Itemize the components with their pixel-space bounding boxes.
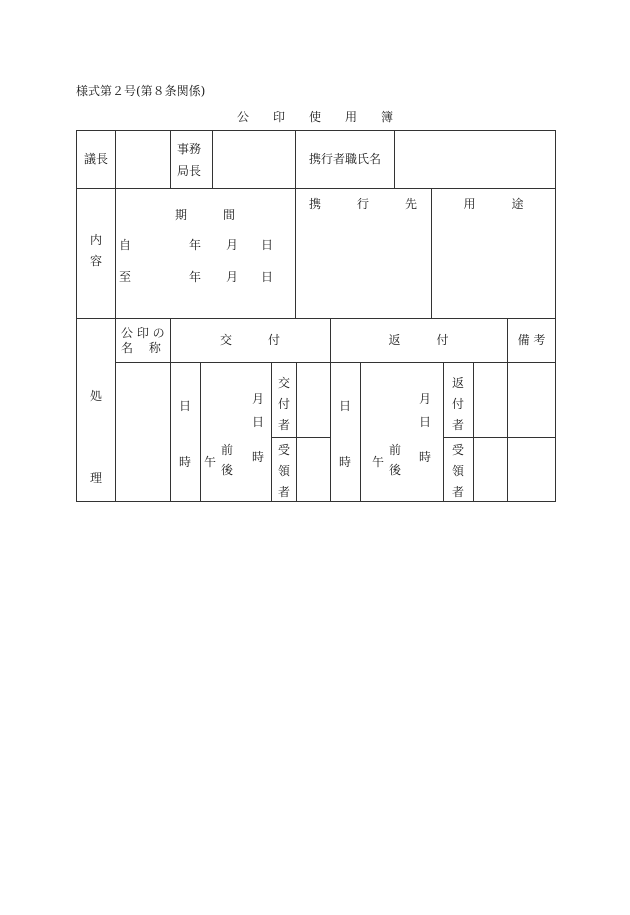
usage-table — [76, 130, 556, 502]
content-label: 内容 — [89, 233, 102, 268]
col-divider — [115, 318, 116, 501]
cell-divider — [271, 437, 331, 438]
return-day-label: 日 — [339, 399, 352, 413]
to-month-label: 月 — [226, 270, 239, 284]
purpose-label: 用 途 — [463, 197, 524, 211]
col-divider — [212, 130, 213, 189]
return-before-after-label: 前後 — [388, 443, 401, 477]
issuer-label: 交付者 — [277, 376, 290, 432]
return-am-label: 午 — [372, 455, 385, 469]
destination-label: 携 行 先 — [308, 197, 417, 211]
form-number: 様式第２号(第８条関係) — [76, 84, 206, 98]
director-label-line2: 局長 — [177, 164, 202, 178]
issue-month-label: 月 — [252, 392, 265, 406]
row-divider — [76, 318, 556, 319]
return-day-unit: 日 — [419, 415, 432, 429]
row-divider — [115, 362, 556, 363]
to-day-label: 日 — [261, 270, 274, 284]
col-divider — [360, 362, 361, 501]
from-day-label: 日 — [261, 238, 274, 252]
col-divider — [271, 362, 272, 501]
issue-hour-label: 時 — [179, 455, 192, 469]
processing-label: 処理 — [89, 389, 102, 485]
issue-receiver-label: 受領者 — [277, 443, 290, 499]
returner-label: 返付者 — [451, 376, 464, 432]
return-receiver-label: 受領者 — [451, 443, 464, 499]
return-hour-label: 時 — [339, 455, 352, 469]
from-year-label: 年 — [189, 238, 202, 252]
period-label: 期 間 — [174, 208, 235, 222]
col-divider — [473, 362, 474, 501]
col-divider — [443, 362, 444, 501]
issue-before-after-label: 前後 — [220, 443, 233, 477]
from-month-label: 月 — [226, 238, 239, 252]
from-label: 自 — [119, 238, 132, 252]
return-hour-unit: 時 — [419, 450, 432, 464]
row-divider — [76, 188, 556, 189]
issue-day-label: 日 — [179, 399, 192, 413]
return-header: 返 付 — [388, 333, 449, 347]
issue-hour-unit: 時 — [252, 450, 265, 464]
col-divider — [296, 362, 297, 501]
seal-name-label-line2: 名 称 — [121, 341, 161, 355]
director-label-line1: 事務 — [177, 142, 202, 156]
col-divider — [170, 130, 171, 189]
to-label: 至 — [119, 270, 132, 284]
chairman-label: 議長 — [84, 152, 109, 166]
col-divider — [394, 130, 395, 189]
carrier-name-label: 携行者職氏名 — [309, 152, 382, 166]
page-title: 公 印 使 用 簿 — [236, 110, 393, 124]
col-divider — [115, 130, 116, 189]
col-divider — [200, 362, 201, 501]
issue-day-unit: 日 — [252, 415, 265, 429]
issue-header: 交 付 — [219, 333, 280, 347]
col-divider — [295, 130, 296, 189]
return-month-label: 月 — [419, 392, 432, 406]
cell-divider — [443, 437, 556, 438]
remarks-header: 備 考 — [517, 333, 546, 347]
to-year-label: 年 — [189, 270, 202, 284]
seal-name-label-line1: 公 印 の — [121, 326, 165, 340]
issue-am-label: 午 — [204, 455, 217, 469]
